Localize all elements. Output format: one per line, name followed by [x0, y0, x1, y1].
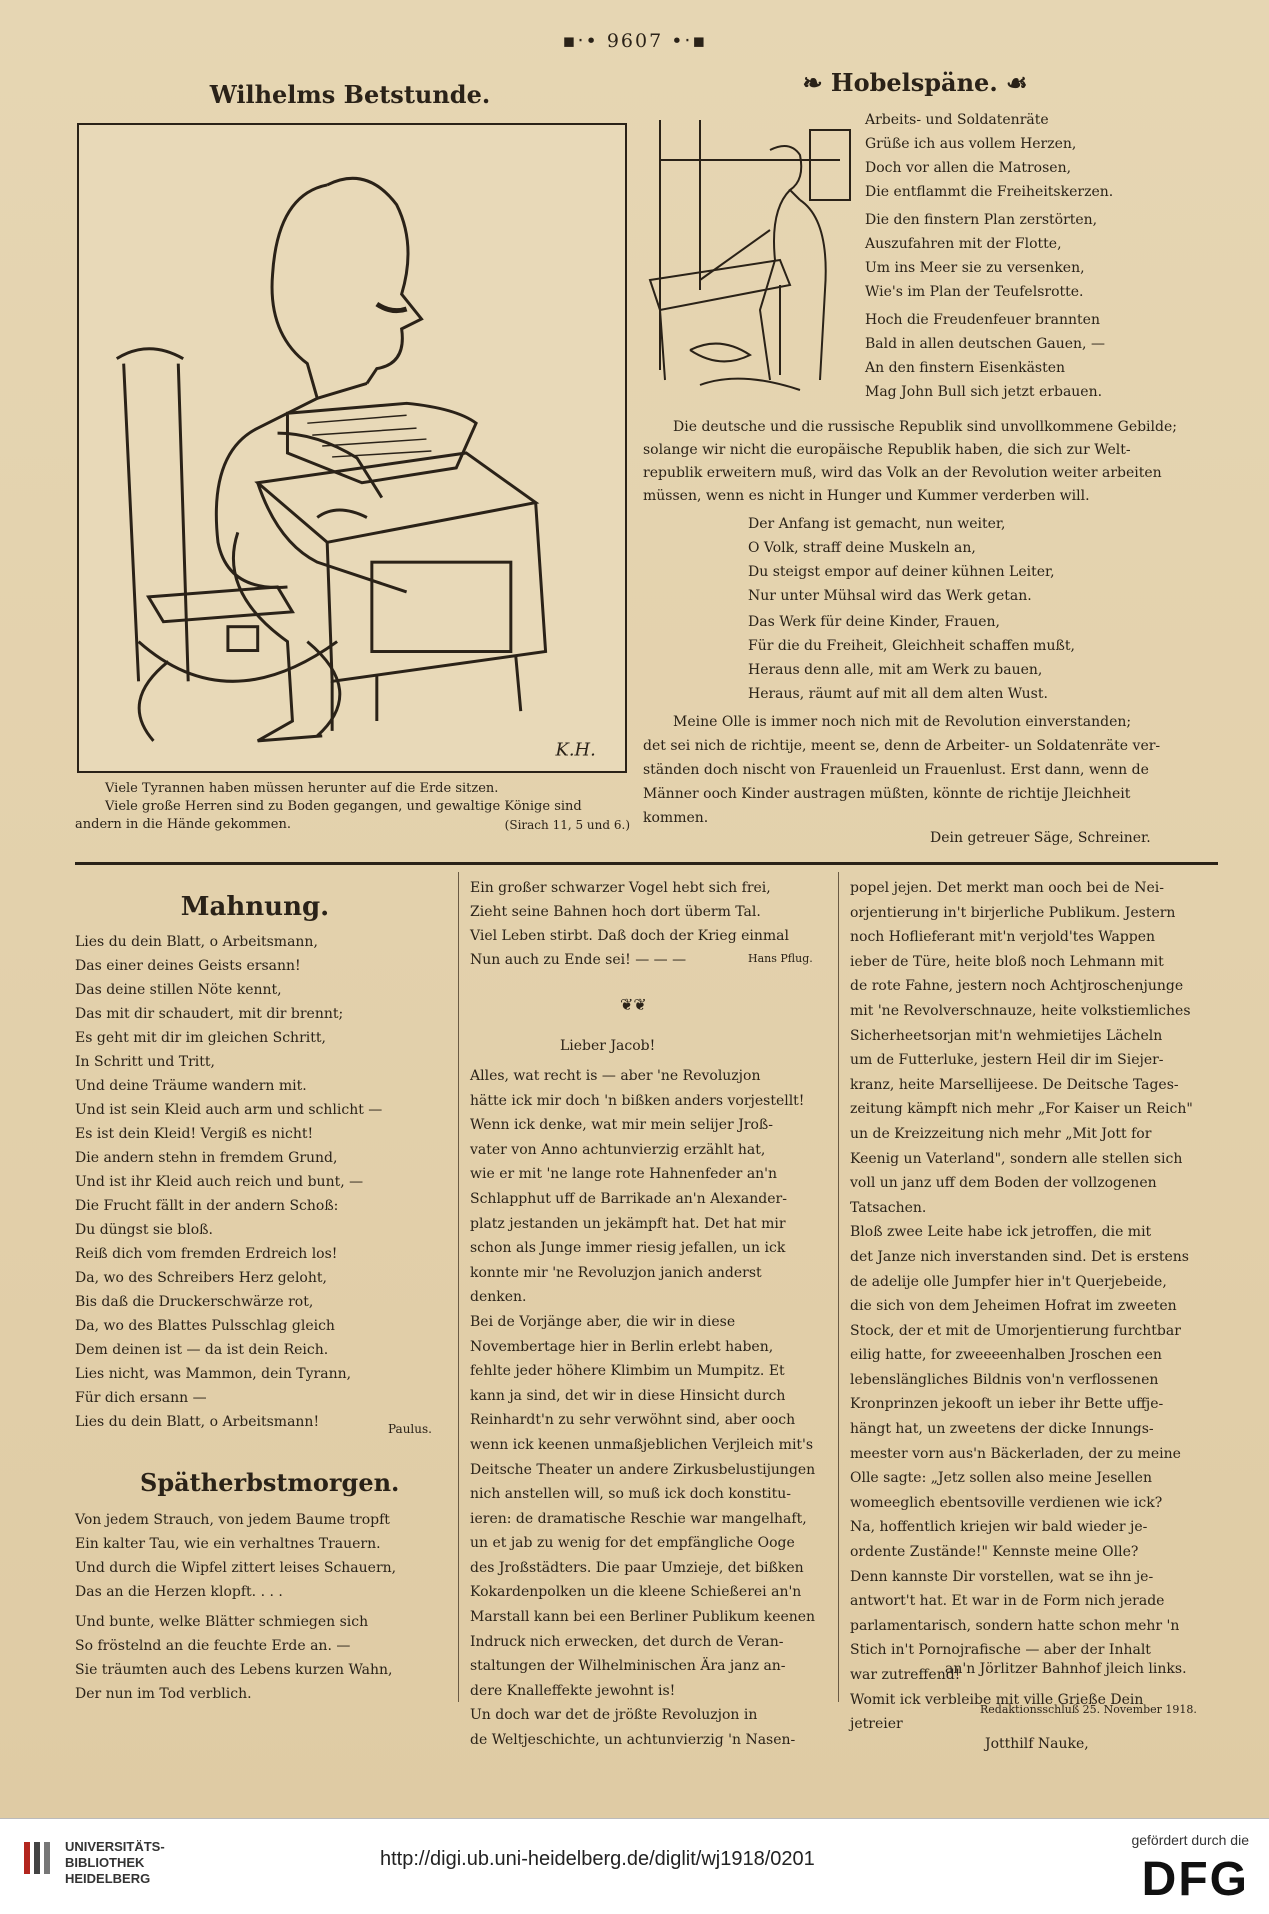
letter-line: un de Kreizzeitung nich mehr „Mit Jott for: [850, 1125, 1152, 1142]
verse-line: Arbeits- und Soldatenräte: [865, 112, 1049, 128]
verse-line: In Schritt und Tritt,: [75, 1054, 215, 1070]
ornament-right: ☙: [997, 68, 1028, 97]
letter-line: kranz, heite Marsellijeese. De Deitsche Tages-: [850, 1076, 1179, 1093]
page-number: ▪‧• 9607 •‧▪: [562, 30, 708, 52]
verse-line: Bald in allen deutschen Gauen, —: [865, 336, 1105, 352]
letter-line: die sich von dem Jeheimen Hofrat im zweeten: [850, 1298, 1177, 1315]
verse-line: Lies du dein Blatt, o Arbeitsmann!: [75, 1414, 320, 1430]
library-logo[interactable]: [65, 1839, 165, 1887]
verse-line: Und ist ihr Kleid auch reich und bunt, —: [75, 1174, 364, 1190]
verse-line: Du steigst empor auf deiner kühnen Leiter,: [748, 564, 1055, 580]
letter-line: Stock, der et mit de Umorjentierung furchtbar: [850, 1322, 1181, 1339]
jacob-signature-name: Jotthilf Nauke,: [985, 1736, 1089, 1752]
verse-line: Es ist dein Kleid! Vergiß es nicht!: [75, 1126, 314, 1142]
verse-line: Der nun im Tod verblich.: [75, 1686, 252, 1702]
verse-line: Heraus, räumt auf mit all dem alten Wust.: [748, 686, 1048, 702]
jacob-signature-place: an'n Jörlitzer Bahnhof jleich links.: [945, 1661, 1187, 1677]
verse-line: Und bunte, welke Blätter schmiegen sich: [75, 1614, 369, 1630]
hobel-verse-1: [865, 108, 1113, 204]
letter-line: orjentierung in't birjerliche Publikum. Jestern: [850, 904, 1176, 921]
letter-line: Alles, wat recht is — aber 'ne Revoluzjon: [470, 1068, 761, 1084]
verse-line: Das an die Herzen klopft. . . .: [75, 1584, 283, 1600]
hobelspaene-title: ❧ Hobelspäne. ☙: [802, 68, 1028, 97]
column-rule: [458, 872, 459, 1702]
verse-line: Grüße ich aus vollem Herzen,: [865, 136, 1077, 152]
verse-line: Das Werk für deine Kinder, Frauen,: [748, 614, 1000, 630]
letter-line: Indruck nich erwecken, det durch de Veran-: [470, 1633, 784, 1650]
spaetherbst-verse-1: [75, 1508, 396, 1604]
section-divider: [75, 862, 1218, 865]
letter-line: popel jejen. Det merkt man ooch bei de Nei-: [850, 880, 1165, 896]
spaetherbst-verse-2: [75, 1610, 393, 1706]
letter-line: war zutreffend!: [850, 1667, 961, 1683]
verse-line: Dem deinen ist — da ist dein Reich.: [75, 1342, 329, 1358]
letter-line: hängt hat, un zweetens der dicke Innungs-: [850, 1421, 1154, 1438]
prose-line: müssen, wenn es nicht in Hunger und Kummer verderben will.: [643, 488, 1090, 504]
verse-line: Da, wo des Blattes Pulsschlag gleich: [75, 1318, 335, 1334]
verse-line: Es geht mit dir im gleichen Schritt,: [75, 1030, 326, 1046]
letter-line: Na, hoffentlich kriejen wir bald wieder je-: [850, 1519, 1148, 1536]
carpenter-illustration: [640, 110, 860, 400]
prose-line: kommen.: [643, 810, 709, 826]
prose-line: Männer ooch Kinder austragen müßten, könnte de richtije Jleichheit: [643, 786, 1131, 802]
letter-line: Stich in't Pornojrafische — aber der Inhalt: [850, 1642, 1151, 1659]
caption-source: (Sirach 11, 5 und 6.): [504, 818, 630, 832]
verse-line: Da, wo des Schreibers Herz geloht,: [75, 1270, 327, 1286]
letter-line: staltungen der Wilhelminischen Ära janz an-: [470, 1658, 786, 1675]
hobel-prose-2: [643, 710, 1160, 830]
letter-line: denken.: [470, 1289, 527, 1306]
letter-line: antwort't hat. Et war in de Form nich jerade: [850, 1593, 1165, 1610]
verse-line: Und durch die Wipfel zittert leises Schauern,: [75, 1560, 397, 1576]
verse-line: Heraus denn alle, mit am Werk zu bauen,: [748, 662, 1043, 678]
letter-line: lebenslängliches Bildnis von'n verflossenen: [850, 1371, 1159, 1388]
letter-line: Keenig un Vaterland", sondern alle stellen sich: [850, 1150, 1183, 1167]
verse-line: Das einer deines Geists ersann!: [75, 958, 301, 974]
letter-line: fehlte jeder höhere Klimbim un Mumpitz. Et: [470, 1363, 785, 1380]
library-line: UNIVERSITÄTS-: [65, 1839, 165, 1854]
verse-line: Das deine stillen Nöte kennt,: [75, 982, 282, 998]
prose-line: det sei nich de richtije, meent se, denn de Arbeiter- un Soldatenräte ver-: [643, 738, 1161, 754]
cartoon-caption: [75, 780, 630, 834]
mahnung-verse-1: [75, 930, 343, 1098]
letter-line: Tatsachen.: [850, 1199, 927, 1216]
prose-line: ständen doch nischt von Frauenleid un Frauenlust. Erst dann, wenn de: [643, 762, 1149, 778]
verse-line: Die entflammt die Freiheitskerzen.: [865, 184, 1114, 200]
verse-line: Hoch die Freudenfeuer brannten: [865, 312, 1100, 328]
verse-line: Lies nicht, was Mammon, dein Tyrann,: [75, 1366, 352, 1382]
library-line: HEIDELBERG: [65, 1871, 151, 1886]
verse-line: Das mit dir schaudert, mit dir brennt;: [75, 1006, 344, 1022]
hobel-signature: Dein getreuer Säge, Schreiner.: [930, 830, 1151, 846]
letter-line: jetreier: [850, 1716, 903, 1733]
verse-line: Von jedem Strauch, von jedem Baume tropft: [75, 1512, 390, 1528]
letter-line: Un doch war det de jrößte Revoluzjon in: [470, 1707, 758, 1724]
letter-line: Bei de Vorjänge aber, die wir in diese: [470, 1313, 736, 1330]
verse-line: Für dich ersann —: [75, 1390, 207, 1406]
caption-line: andern in die Hände gekommen.: [75, 817, 292, 832]
letter-line: meester vorn aus'n Bäckerladen, der zu meine: [850, 1445, 1181, 1462]
verse-line: Nun auch zu Ende sei! — — —: [470, 952, 687, 968]
letter-line: konnte mir 'ne Revoluzjon janich anderst: [470, 1264, 762, 1281]
verse-line: Nur unter Mühsal wird das Werk getan.: [748, 588, 1032, 604]
letter-line: voll un janz uff dem Boden der vollzogenen: [850, 1175, 1157, 1192]
verse-line: Die den finstern Plan zerstörten,: [865, 212, 1098, 228]
ornament-left: ❧: [802, 68, 831, 97]
letter-line: nich anstellen will, so muß ick doch konstitu-: [470, 1486, 791, 1503]
letter-line: de rote Fahne, jestern noch Achtjroschenjunge: [850, 978, 1184, 995]
letter-line: de Weltjeschichte, un achtunvierzig 'n Nasen-: [470, 1732, 796, 1749]
verse-line: Viel Leben stirbt. Daß doch der Krieg einmal: [470, 928, 789, 944]
letter-line: Wenn ick denke, wat mir mein selijer Jroß-: [470, 1117, 774, 1134]
verse-line: Sie träumten auch des Lebens kurzen Wahn,: [75, 1662, 393, 1678]
letter-line: um de Futterluke, jestern Heil dir im Siejer-: [850, 1052, 1164, 1069]
letter-line: ordente Zustände!" Kennste meine Olle?: [850, 1544, 1139, 1561]
letter-line: zeitung kämpft nich mehr „For Kaiser un Reich": [850, 1101, 1193, 1118]
letter-line: Kokardenpolken un die kleene Schießerei an'n: [470, 1584, 802, 1601]
letter-line: hätte ick mir doch 'n bißken anders vorjestellt!: [470, 1092, 805, 1109]
vogel-author: Hans Pflug.: [748, 952, 813, 965]
verse-line: Bis daß die Druckerschwärze rot,: [75, 1294, 314, 1310]
letter-line: Bloß zwee Leite habe ick jetroffen, die mit: [850, 1224, 1152, 1241]
letter-line: de adelije olle Jumpfer hier in't Querjebeide,: [850, 1273, 1167, 1290]
prose-line: solange wir nicht die europäische Republik haben, die sich zur Welt-: [643, 442, 1131, 458]
verse-line: Der Anfang ist gemacht, nun weiter,: [748, 516, 1006, 532]
letter-line: Schlapphut uff de Barrikade an'n Alexander-: [470, 1190, 787, 1207]
spaetherbst-title: Spätherbstmorgen.: [140, 1468, 400, 1497]
verse-line: Auszufahren mit der Flotte,: [865, 236, 1062, 252]
carpenter-drawing: [640, 110, 860, 400]
mahnung-verse-3: [75, 1266, 351, 1434]
letter-line: Marstall kann bei een Berliner Publikum keenen: [470, 1609, 816, 1626]
verse-line: Lies du dein Blatt, o Arbeitsmann,: [75, 934, 318, 950]
mahnung-title: Mahnung.: [180, 892, 330, 922]
artist-signature: K.H.: [555, 739, 596, 761]
dfg-logo[interactable]: DFG: [1141, 1853, 1249, 1906]
verse-line: Du düngst sie bloß.: [75, 1222, 213, 1238]
letter-line: ieber de Türe, heite bloß noch Lehmann mit: [850, 953, 1164, 970]
verse-line: Und deine Träume wandern mit.: [75, 1078, 307, 1094]
letter-line: wie er mit 'ne lange rote Hahnenfeder an'n: [470, 1166, 778, 1183]
letter-line: Sicherheetsorjan mit'n wehmietijes Lächeln: [850, 1027, 1163, 1044]
letter-line: dere Knalleffekte jewohnt is!: [470, 1682, 676, 1699]
letter-line: platz jestanden un jekämpft hat. Det hat mir: [470, 1215, 786, 1232]
verse-line: Ein großer schwarzer Vogel hebt sich frei,: [470, 880, 771, 896]
letter-line: vater von Anno achtunvierzig erzählt hat,: [470, 1141, 766, 1158]
hobel-verse-3: [865, 308, 1105, 404]
cartoon-illustration: [77, 123, 627, 773]
letter-line: Womit ick verbleibe mit ville Grieße Dein: [850, 1691, 1144, 1708]
prose-line: Meine Olle is immer noch nich mit de Revolution einverstanden;: [673, 714, 1132, 730]
verse-line: Reiß dich vom fremden Erdreich los!: [75, 1246, 338, 1262]
letter-line: wenn ick keenen unmaßjeblichen Verjleich mit's: [470, 1436, 814, 1453]
letter-line: kann ja sind, det wir in diese Hinsicht durch: [470, 1387, 786, 1404]
ornament-right: •‧▪: [671, 30, 708, 52]
letter-line: noch Hoflieferant mit'n verjold'tes Wappen: [850, 929, 1156, 946]
university-seal-icon[interactable]: [20, 1836, 56, 1880]
verse-line: So fröstelnd an die feuchte Erde an. —: [75, 1638, 351, 1654]
verse-line: An den finstern Eisenkästen: [865, 360, 1066, 376]
letter-line: des Jroßstädters. Die paar Umzieje, det bißken: [470, 1559, 804, 1576]
hobel-verse-2: [865, 208, 1097, 304]
hobel-prose-1: [643, 416, 1177, 508]
letter-line: det Janze nich inverstanden sind. Det is erstens: [850, 1248, 1189, 1265]
jacob-salutation: Lieber Jacob!: [560, 1038, 656, 1054]
verse-line: Ein kalter Tau, wie ein verhaltnes Trauern.: [75, 1536, 381, 1552]
letter-line: Novembertage hier in Berlin erlebt haben,: [470, 1338, 774, 1355]
verse-line: Und ist sein Kleid auch arm und schlicht —: [75, 1102, 383, 1118]
kaiser-reading-bible-drawing: [79, 125, 625, 771]
ornament-left: ▪‧•: [562, 30, 599, 52]
mahnung-author: Paulus.: [388, 1422, 432, 1436]
verse-line: Die andern stehn in fremdem Grund,: [75, 1150, 338, 1166]
prose-line: Die deutsche und die russische Republik sind unvollkommene Gebilde;: [673, 419, 1177, 435]
funding-caption: gefördert durch die: [1131, 1832, 1249, 1848]
jacob-column-2: [470, 1064, 815, 1753]
letter-line: womeeglich ebentsoville verdienen wie ick?: [850, 1494, 1163, 1511]
verse-line: Um ins Meer sie zu versenken,: [865, 260, 1085, 276]
ornament-divider: ❦❦: [620, 995, 647, 1014]
verse-line: Wie's im Plan der Teufelsrotte.: [865, 284, 1084, 300]
cartoon-title: Wilhelms Betstunde.: [209, 80, 491, 109]
verse-line: Mag John Bull sich jetzt erbauen.: [865, 384, 1103, 400]
hobel-verse-4: [748, 512, 1055, 608]
letter-line: Olle sagte: „Jetz sollen also meine Jesellen: [850, 1470, 1152, 1487]
library-line: BIBLIOTHEK: [65, 1855, 145, 1870]
permalink-url[interactable]: http://digi.ub.uni-heidelberg.de/diglit/wj1918/0201: [380, 1848, 815, 1870]
letter-line: parlamentarisch, sondern hatte schon mehr 'n: [850, 1617, 1180, 1634]
vogel-verse: [470, 876, 789, 972]
letter-line: eilig hatte, for zweeeenhalben Jroschen een: [850, 1347, 1162, 1364]
caption-line: Viele große Herren sind zu Boden gegangen, und gewaltige Könige sind: [105, 799, 582, 814]
verse-line: Für die du Freiheit, Gleichheit schaffen mußt,: [748, 638, 1075, 654]
letter-line: mit 'ne Revolverschnauze, heite volkstiemliches: [850, 1002, 1191, 1019]
mahnung-verse-2: [75, 1098, 382, 1266]
column-rule: [838, 872, 839, 1702]
prose-line: republik erweitern muß, wird das Volk an der Revolution weiter arbeiten: [643, 465, 1162, 481]
verse-line: O Volk, straff deine Muskeln an,: [748, 540, 976, 556]
letter-line: Reinhardt'n zu sehr verwöhnt sind, aber ooch: [470, 1412, 796, 1429]
verse-line: Zieht seine Bahnen hoch dort überm Tal.: [470, 904, 761, 920]
letter-line: ieren: de dramatische Reschie war mangelhaft,: [470, 1510, 807, 1527]
letter-line: Deitsche Theater un andere Zirkusbelustijungen: [470, 1461, 816, 1478]
letter-line: schon als Junge immer riesig jefallen, un ick: [470, 1240, 786, 1257]
letter-line: un et jab zu wenig for det empfängliche Ooge: [470, 1535, 795, 1552]
verse-line: Doch vor allen die Matrosen,: [865, 160, 1072, 176]
hobel-verse-5: [748, 610, 1075, 706]
jacob-column-3: [850, 876, 1193, 1737]
letter-line: Kronprinzen jekooft un ieber ihr Bette uffje-: [850, 1396, 1164, 1413]
caption-line: Viele Tyrannen haben müssen herunter auf die Erde sitzen.: [105, 781, 499, 796]
letter-line: Denn kannste Dir vorstellen, wat se ihn je-: [850, 1568, 1154, 1585]
redaktionsschluss: Redaktionsschluß 25. November 1918.: [980, 1703, 1197, 1716]
verse-line: Die Frucht fällt in der andern Schoß:: [75, 1198, 339, 1214]
